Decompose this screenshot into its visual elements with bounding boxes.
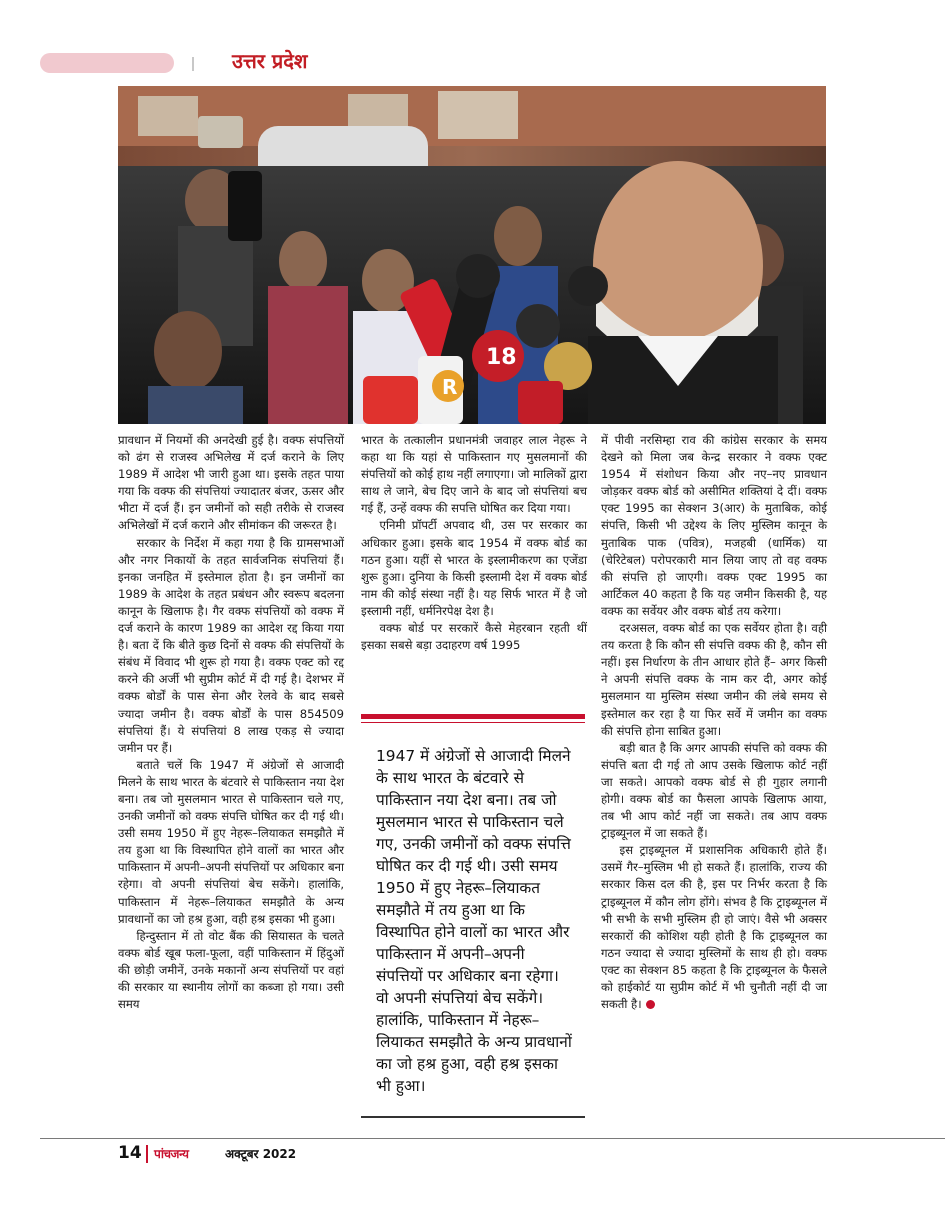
press-photo [118, 86, 826, 424]
column3-paragraph-1: में पीवी नरसिम्हा राव की कांग्रेस सरकार के समय देखने को मिला जब केन्द्र सरकार ने वक्फ एक्ट 1954 में संशोधन किया और नए–नए प्रावधान जोड़कर वक्फ बोर्ड को असीमित शक्तियां दे दीं। वक्फ एक्ट 1995 का सेक्शन 3(आर) के मुताबिक, कोई संपत्ति, किसी भी उद्देश्य के लिए मुस्लिम कानून के मुताबिक पाक (पवित्र), मजहबी (धार्मिक) या (चेरिटेबल) परोपरकारी मान लिया जाए तो वह वक्फ की संपत्ति हो जाएगी। वक्फ एक्ट 1995 का आर्टिकल 40 कहता है कि यह जमीन किसकी है, यह वक्फ का सर्वेयर और वक्फ बोर्ड तय करेगा। [601, 433, 827, 618]
column1-paragraph-2: सरकार के निर्देश में कहा गया है कि ग्रामसभाओं और नगर निकायों के तहत सार्वजनिक संपत्तियां हैं। इनका जनहित में इस्तेमाल होता है। इन जमीनों का 1989 के आदेश के तहत प्रबंधन और स्वरूप बदलना कानून के खिलाफ है। गैर वक्फ संपत्तियों को वक्फ में दर्ज कराने के कारण 1989 का आदेश रद्द किया गया है। बता दें कि बीते कुछ दिनों से वक्फ की संपत्तियों के संबंध में विवाद भी शुरू हो गया है। वक्फ एक्ट को रद्द करने की अर्जी भी सुप्रीम कोर्ट में दी गई है। देशभर में वक्फ बोर्डों के पास सेना और रेलवे के बाद सबसे ज्यादा जमीन है। वक्फ बोर्डों के पास 854509 संपत्तियां हैं। ये संपत्तियां 8 लाख एकड़ से ज्यादा जमीन पर हैं। [118, 535, 344, 755]
article-column-2 [361, 432, 587, 654]
column2-paragraph-2: एनिमी प्रॉपर्टी अपवाद थी, उस पर सरकार का अधिकार हुआ। इसके बाद 1954 में वक्फ बोर्ड का गठन हुआ। यहीं से भारत के इस्लामीकरण का एजेंडा शुरू हुआ। दुनिया के किसी इस्लामी देश में वक्फ बोर्ड नाम की कोई संस्था नहीं है। यह सिर्फ भारत में है जो इस्लामी नहीं, धर्मनिरपेक्ष देश है। [361, 518, 587, 618]
footer-divider [146, 1145, 148, 1163]
column3-paragraph-4 [601, 842, 827, 1013]
pull-quote-text: 1947 में अंग्रेजों से आजादी मिलने के साथ भारत के बंटवारे से पाकिस्तान नया देश बना। तब जो मुसलमान भारत से पाकिस्तान चले गए, उनकी जमीनों को वक्फ संपत्ति घोषित कर दी गई थी। उसी समय 1950 में हुए नेहरू–लियाकत समझौते में तय हुआ था कि विस्थापित होने वालों का भारत और पाकिस्तान में अपनी–अपनी संपत्तियों पर अधिकार बना रहेगा। वो अपनी संपत्तियां बेच सकेंगे। हालांकि, पाकिस्तान में नेहरू–लियाकत समझौते के अन्य प्रावधानों का जो हश्र हुआ, वही हश्र इसका भी हुआ। [376, 747, 572, 1095]
column1-paragraph-1: प्रावधान में नियमों की अनदेखी हुई है। वक्फ संपत्तियों को ढंग से राजस्व अभिलेख में दर्ज कराने के लिए 1989 में आदेश भी जारी हुआ था। इसके तहत पाया गया कि वक्फ की संपत्तियां ज्यादातर बंजर, ऊसर और भीटा में दर्ज हैं। इन जमीनों को सही तरीके से राजस्व अभिलेखों में दर्ज कराने और सीमांकन की जरूरत है। [118, 433, 344, 533]
magazine-logo: पांचजन्य [154, 1147, 189, 1161]
column2-paragraph-3: वक्फ बोर्ड पर सरकारें कैसे मेहरबान रहती थीं इसका सबसे बड़ा उदाहरण वर्ष 1995 [361, 621, 587, 653]
section-pill [40, 53, 174, 73]
end-mark-icon [646, 1000, 655, 1009]
column1-paragraph-4: हिन्दुस्तान में तो वोट बैंक की सियासत के चलते वक्फ बोर्ड खूब फला-फूला, वहीं पाकिस्तान में हिंदुओं की छोड़ी जमीनें, उनके मकानों अन्य संपत्तियों पर वहां की सरकार या स्थानीय लोगों का कब्जा हो गया। उसी समय [118, 928, 344, 1012]
article-column-1 [118, 432, 344, 1013]
column1-paragraph-3: बताते चलें कि 1947 में अंग्रेजों से आजादी मिलने के साथ भारत के बंटवारे से पाकिस्तान नया देश बना। तब जो मुसलमान भारत से पाकिस्तान चले गए, उनकी जमीनों को वक्फ संपत्ति घोषित कर दी गई थी। उसी समय 1950 में हुए नेहरू–लियाकत समझौते में तय हुआ था कि विस्थापित होने वालों का भारत और पाकिस्तान में अपनी–अपनी संपत्तियों पर अधिकार बना रहेगा। वो अपनी संपत्तियां बेच सकेंगे। हालांकि, पाकिस्तान में नेहरू–लियाकत समझौते के अन्य प्रावधानों का जो हश्र हुआ, वही हश्र इसका भी हुआ। [118, 757, 344, 926]
issue-date: अक्टूबर 2022 [225, 1147, 297, 1161]
mic-logo-r: R [442, 375, 458, 399]
pull-quote-rule-bottom [361, 1116, 585, 1118]
section-divider [192, 57, 194, 71]
pull-quote [361, 714, 585, 1118]
footer-rule [40, 1138, 945, 1139]
page-number: 14 [118, 1143, 142, 1163]
column3-paragraph-3: बड़ी बात है कि अगर आपकी संपत्ति को वक्फ की संपत्ति बता दी गई तो आप उसके खिलाफ कोर्ट नहीं जा सकते। आपको वक्फ बोर्ड से ही गुहार लगानी होगी। वक्फ बोर्ड का फैसला आपके खिलाफ आया, तब भी आप कोर्ट नहीं जा सकते। तब आप वक्फ ट्राइब्यूनल में जा सकते हैं। [601, 740, 827, 841]
column3-paragraph-4-text: इस ट्राइब्यूनल में प्रशासनिक अधिकारी होते हैं। उसमें गैर–मुस्लिम भी हो सकते हैं। हालांकि, राज्य की सरकार किस दल की है, इस पर निर्भर करता है कि ट्राइब्यूनल में कौन लोग होंगे। संभव है कि ट्राइब्यूनल में भी सभी के सभी मुस्लिम ही हो जाएं। वैसे भी अक्सर सरकारों की कोशिश यही होती है कि ट्राइब्यूनल का गठन ज्यादा से ज्यादा मुस्लिमों के साथ ही हो। वक्फ एक्ट का सेक्शन 85 कहता है कि ट्राइब्यूनल के फैसले को हाईकोर्ट या सुप्रीम कोर्ट में भी चुनौती नहीं दी जा सकती है। [601, 843, 827, 1012]
section-title: उत्तर प्रदेश [232, 49, 308, 73]
pull-quote-rule-thin [361, 722, 585, 723]
mic-logo-18: 18 [486, 345, 517, 370]
column3-paragraph-2: दरअसल, वक्फ बोर्ड का एक सर्वेयर होता है। वही तय करता है कि कौन सी संपत्ति वक्फ की है, कौन सी नहीं। इस निर्धारण के तीन आधार होते हैं– अगर किसी ने अपनी संपत्ति वक्फ के नाम कर दी, अगर कोई मुसलमान या मुस्लिम संस्था जमीन की लंबे समय से इस्तेमाल कर रहा है या फिर सर्वे में जमीन का वक्फ की संपत्ति होना साबित हुआ। [601, 621, 827, 738]
article-column-3 [601, 432, 827, 1013]
column2-paragraph-1: भारत के तत्कालीन प्रधानमंत्री जवाहर लाल नेहरू ने कहा था कि यहां से पाकिस्तान गए मुसलमानों की संपत्तियों को कोई हाथ नहीं लगाएगा। जो मालिकों द्वारा साथ ले जाने, बेच दिए जाने के बाद जो संपत्तियां बच गई हैं, उन्हें वक्फ की सपत्ति घोषित कर दिया गया। [361, 433, 587, 516]
